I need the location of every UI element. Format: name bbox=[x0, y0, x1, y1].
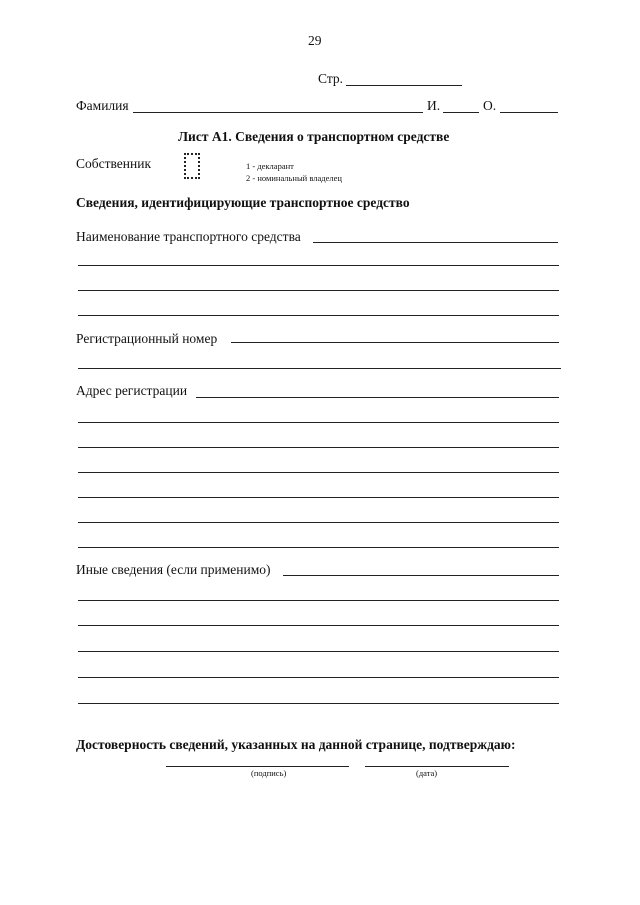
reg-number-field[interactable] bbox=[231, 342, 559, 343]
other-info-line[interactable] bbox=[78, 703, 559, 704]
reg-number-line[interactable] bbox=[78, 368, 561, 369]
confirm-text: Достоверность сведений, указанных на данной странице, подтверждаю: bbox=[76, 737, 516, 752]
date-field[interactable] bbox=[365, 766, 509, 767]
other-info-line[interactable] bbox=[78, 625, 559, 626]
vehicle-name-label: Наименование транспортного средства bbox=[76, 229, 301, 244]
page-label: Стр. bbox=[318, 71, 344, 86]
reg-address-line[interactable] bbox=[78, 472, 559, 473]
first-initial-field[interactable] bbox=[443, 112, 479, 113]
vehicle-name-line[interactable] bbox=[78, 290, 559, 291]
date-caption: (дата) bbox=[416, 768, 438, 778]
owner-option-1: 1 - декларант bbox=[246, 161, 294, 171]
patronymic-initial-field[interactable] bbox=[500, 112, 558, 113]
surname-field[interactable] bbox=[133, 112, 423, 113]
reg-address-line[interactable] bbox=[78, 422, 559, 423]
surname-label: Фамилия bbox=[76, 98, 129, 113]
page-number: 29 bbox=[308, 33, 322, 48]
reg-address-line[interactable] bbox=[78, 497, 559, 498]
reg-address-line[interactable] bbox=[78, 447, 559, 448]
reg-address-line[interactable] bbox=[78, 522, 559, 523]
vehicle-name-line[interactable] bbox=[78, 315, 559, 316]
owner-code-box[interactable] bbox=[184, 153, 200, 179]
first-initial-label: И. bbox=[427, 98, 441, 113]
owner-label: Собственник bbox=[76, 156, 152, 171]
signature-caption: (подпись) bbox=[251, 768, 287, 778]
other-info-line[interactable] bbox=[78, 600, 559, 601]
reg-number-label: Регистрационный номер bbox=[76, 331, 218, 346]
other-info-line[interactable] bbox=[78, 677, 559, 678]
patronymic-initial-label: О. bbox=[483, 98, 497, 113]
section-title: Сведения, идентифицирующие транспортное средство bbox=[76, 195, 410, 210]
other-info-field[interactable] bbox=[283, 575, 559, 576]
other-info-label: Иные сведения (если применимо) bbox=[76, 562, 271, 577]
vehicle-name-field[interactable] bbox=[313, 242, 558, 243]
reg-address-label: Адрес регистрации bbox=[76, 383, 188, 398]
sheet-title: Лист А1. Сведения о транспортном средстве bbox=[178, 129, 450, 144]
owner-option-2: 2 - номинальный владелец bbox=[246, 173, 342, 183]
reg-address-line[interactable] bbox=[78, 547, 559, 548]
page-field[interactable] bbox=[346, 85, 462, 86]
reg-address-field[interactable] bbox=[196, 397, 559, 398]
vehicle-name-line[interactable] bbox=[78, 265, 559, 266]
signature-field[interactable] bbox=[166, 766, 349, 767]
other-info-line[interactable] bbox=[78, 651, 559, 652]
